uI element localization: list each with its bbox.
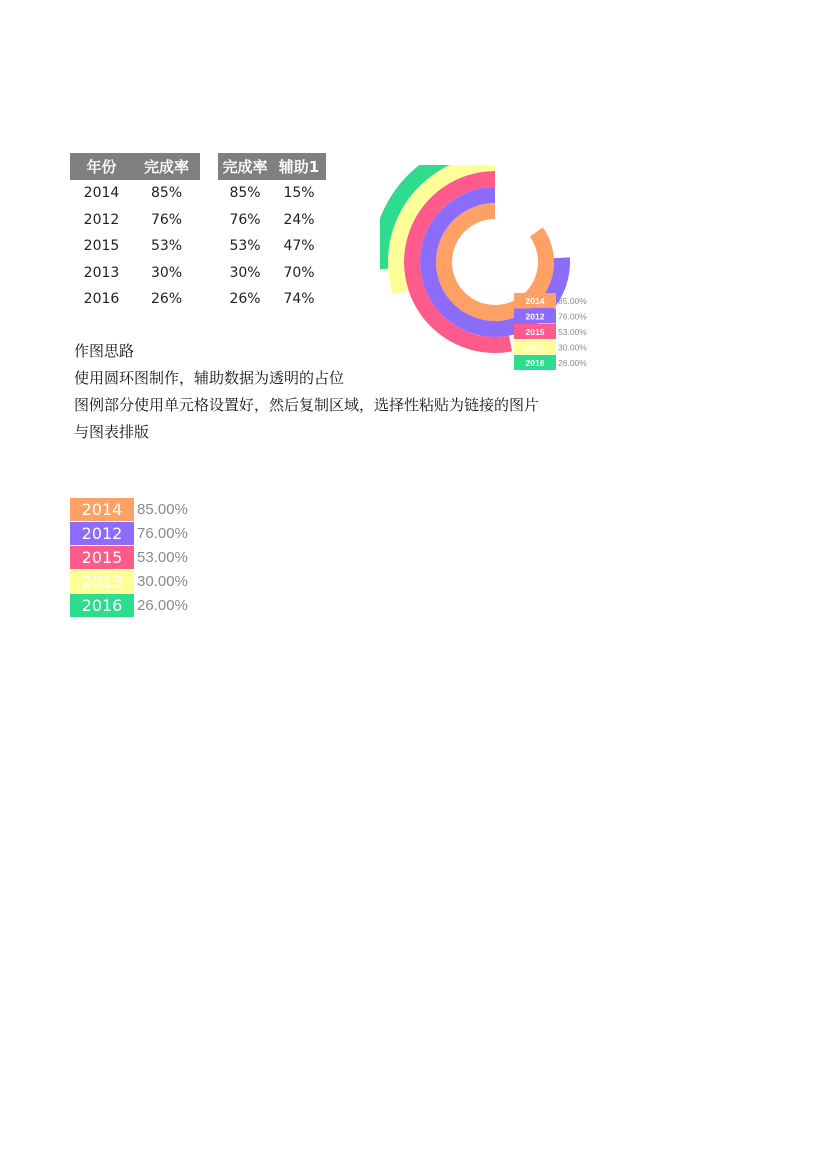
helper-data-table <box>218 153 326 313</box>
legend-year: 2014 <box>70 498 134 521</box>
legend-value: 53.00% <box>137 548 188 566</box>
legend-year: 2013 <box>70 570 134 593</box>
table-row <box>218 233 326 260</box>
cell-rate: 53% <box>229 238 261 255</box>
cell-rate: 76% <box>229 211 261 228</box>
notes-title: 作图思路 <box>74 342 135 360</box>
header-rate: 完成率 <box>133 153 200 180</box>
notes-line-1: 使用圆环图制作，辅助数据为透明的占位 <box>74 369 345 387</box>
table-row <box>218 180 326 207</box>
cell-year: 2016 <box>83 291 120 308</box>
legend-row <box>70 569 188 593</box>
header-year: 年份 <box>70 153 133 180</box>
chart-legend-year: 2013 <box>525 342 545 353</box>
table-row <box>70 260 200 287</box>
table-row <box>70 180 200 207</box>
cell-year: 2013 <box>83 264 120 281</box>
chart-legend <box>514 293 587 370</box>
legend-row <box>70 593 188 617</box>
cell-rate: 26% <box>229 291 261 308</box>
chart-legend-value: 30.00% <box>558 342 587 353</box>
chart-legend-year: 2014 <box>525 296 545 306</box>
legend-block <box>70 497 188 617</box>
cell-rate: 85% <box>150 185 183 202</box>
legend-value: 30.00% <box>137 572 188 590</box>
chart-legend-value: 53.00% <box>558 327 587 337</box>
table-row <box>218 260 326 287</box>
chart-legend-year: 2015 <box>525 327 545 337</box>
cell-helper: 70% <box>283 264 315 281</box>
cell-rate: 26% <box>150 291 183 308</box>
chart-legend-value: 85.00% <box>558 296 587 306</box>
legend-year: 2012 <box>70 522 134 545</box>
legend-value: 26.00% <box>137 596 188 614</box>
header-helper: 辅助1 <box>272 153 326 180</box>
table-row <box>218 286 326 313</box>
legend-year: 2015 <box>70 546 134 569</box>
header-rate: 完成率 <box>218 153 272 180</box>
legend-row <box>70 521 188 545</box>
legend-value: 85.00% <box>137 500 188 518</box>
table-row <box>70 207 200 234</box>
legend-value: 76.00% <box>137 524 188 542</box>
chart-legend-value: 26.00% <box>558 358 587 368</box>
cell-rate: 53% <box>150 238 183 255</box>
notes-line-2: 图例部分使用单元格设置好，然后复制区域，选择性粘贴为链接的图片 <box>74 396 540 414</box>
cell-helper: 47% <box>283 238 315 255</box>
cell-rate: 30% <box>150 264 183 281</box>
legend-year: 2016 <box>70 594 134 617</box>
notes-line-3: 与图表排版 <box>74 423 150 441</box>
table-row <box>218 207 326 234</box>
cell-year: 2015 <box>83 238 120 255</box>
cell-year: 2012 <box>83 211 120 228</box>
cell-rate: 76% <box>150 211 183 228</box>
cell-helper: 15% <box>283 185 315 202</box>
chart-legend-value: 76.00% <box>558 311 587 322</box>
cell-rate: 30% <box>229 264 261 281</box>
cell-helper: 74% <box>283 291 315 308</box>
table-row <box>70 233 200 260</box>
chart-legend-year: 2012 <box>525 311 545 322</box>
cell-year: 2014 <box>83 185 120 202</box>
legend-row <box>70 497 188 521</box>
table-row <box>70 286 200 313</box>
cell-rate: 85% <box>229 185 261 202</box>
legend-row <box>70 545 188 569</box>
radial-bar-chart <box>380 165 610 380</box>
chart-legend-year: 2016 <box>525 358 545 368</box>
data-table-completion <box>70 153 200 313</box>
cell-helper: 24% <box>283 211 315 228</box>
